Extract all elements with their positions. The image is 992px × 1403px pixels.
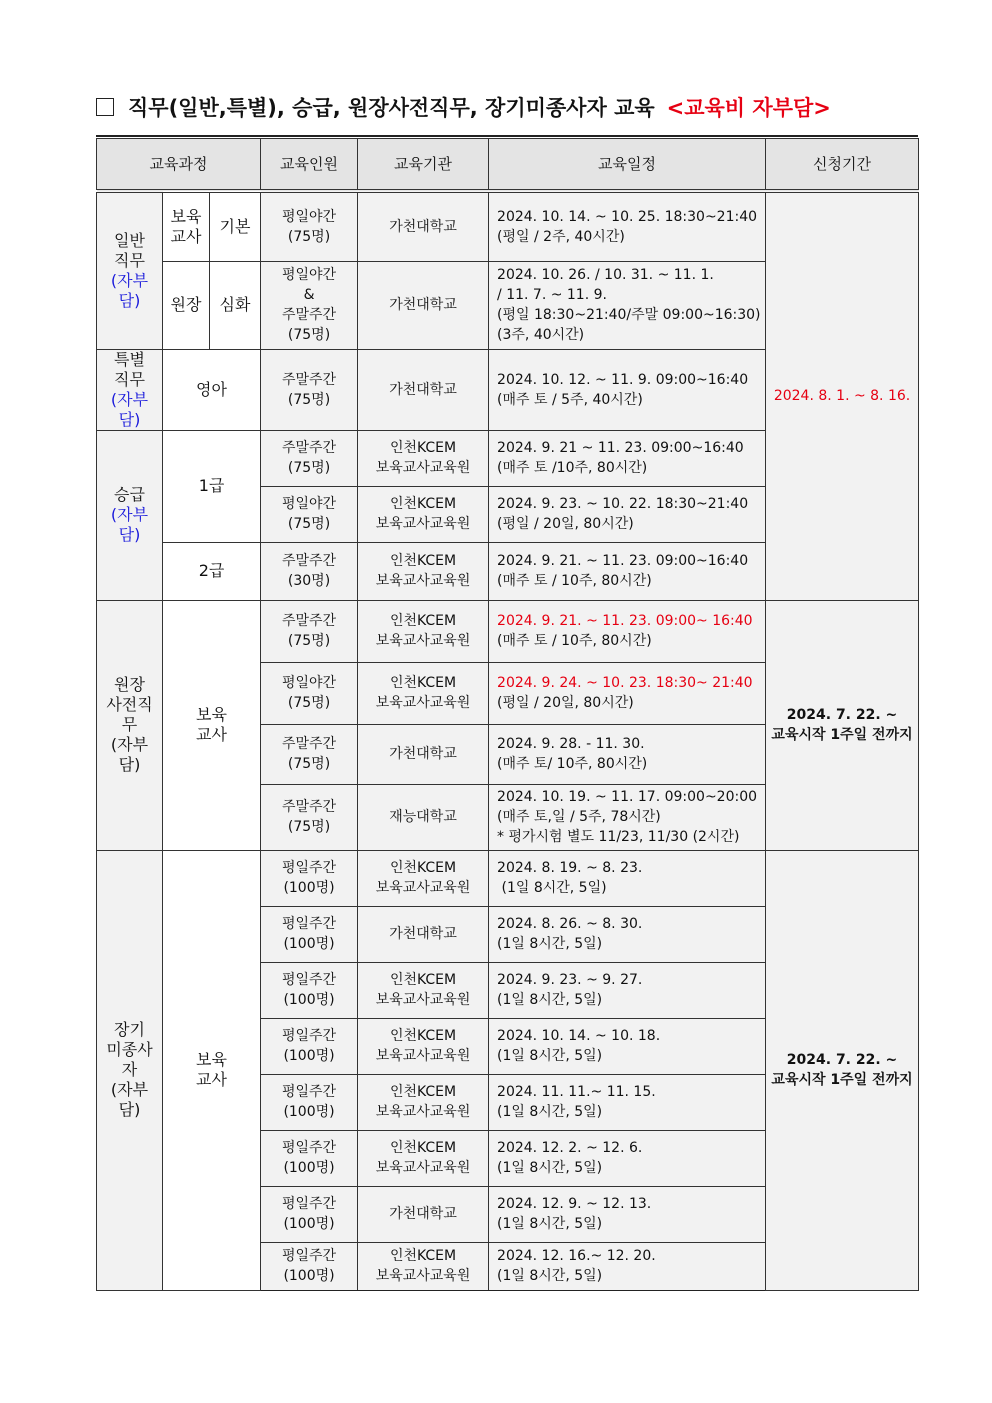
schedule-cell: 2024. 9. 28. - 11. 30. (매주 토/ 10주, 80시간) [489, 724, 766, 784]
schedule-cell: 2024. 8. 26. ~ 8. 30. (1일 8시간, 5일) [489, 906, 766, 962]
page-title [96, 86, 918, 128]
category-longterm: 장기 미종사자 (자부담) [97, 850, 163, 1290]
institution-cell: 인천KCEM 보육교사교육원 [358, 962, 489, 1018]
schedule-cell: 2024. 11. 11.~ 11. 15. (1일 8시간, 5일) [489, 1074, 766, 1130]
schedule-cell: 2024. 12. 9. ~ 12. 13. (1일 8시간, 5일) [489, 1186, 766, 1242]
subcategory-director: 원장 [163, 261, 210, 349]
institution-cell: 인천KCEM 보육교사교육원 [358, 600, 489, 662]
category-promotion: 승급 (자부담) [97, 430, 163, 600]
people-cell: 평일주간 (100명) [261, 906, 358, 962]
schedule-cell: 2024. 9. 23. ~ 9. 27. (1일 8시간, 5일) [489, 962, 766, 1018]
institution-cell: 인천KCEM 보육교사교육원 [358, 662, 489, 724]
header-institution: 교육기관 [358, 139, 489, 192]
header-people: 교육인원 [261, 139, 358, 192]
people-cell: 평일주간 (100명) [261, 962, 358, 1018]
institution-cell: 인천KCEM 보육교사교육원 [358, 430, 489, 486]
people-cell: 주말주간 (75명) [261, 430, 358, 486]
people-cell: 평일주간 (100명) [261, 1018, 358, 1074]
people-cell: 주말주간 (75명) [261, 724, 358, 784]
header-course: 교육과정 [97, 139, 261, 192]
institution-cell: 재능대학교 [358, 784, 489, 850]
grade-1: 1급 [163, 430, 261, 542]
schedule-cell: 2024. 9. 21 ~ 11. 23. 09:00~16:40 (매주 토 /10주, 80시간) [489, 430, 766, 486]
institution-cell: 인천KCEM 보육교사교육원 [358, 486, 489, 542]
institution-cell: 인천KCEM 보육교사교육원 [358, 542, 489, 600]
schedule-cell: 2024. 10. 14. ~ 10. 25. 18:30~21:40 (평일 / 2주, 40시간) [489, 191, 766, 261]
institution-cell: 인천KCEM 보육교사교육원 [358, 1074, 489, 1130]
table-row [97, 600, 919, 662]
schedule-cell: 2024. 9. 23. ~ 10. 22. 18:30~21:40 (평일 / 20일, 80시간) [489, 486, 766, 542]
people-cell: 주말주간 (75명) [261, 349, 358, 430]
category-director-pre: 원장 사전직무 (자부담) [97, 600, 163, 850]
people-cell: 평일주간 (100명) [261, 850, 358, 906]
header-row [97, 139, 919, 192]
people-cell: 평일주간 (100명) [261, 1186, 358, 1242]
institution-cell: 인천KCEM 보육교사교육원 [358, 1018, 489, 1074]
application-period-1: 2024. 8. 1. ~ 8. 16. [766, 191, 919, 600]
people-cell: 주말주간 (75명) [261, 784, 358, 850]
table-row [97, 191, 919, 261]
schedule-cell: 2024. 8. 19. ~ 8. 23. (1일 8시간, 5일) [489, 850, 766, 906]
people-cell: 평일야간 & 주말주간 (75명) [261, 261, 358, 349]
schedule-cell: 2024. 9. 24. ~ 10. 23. 18:30~ 21:40 (평일 / 20일, 80시간) [489, 662, 766, 724]
people-cell: 주말주간 (75명) [261, 600, 358, 662]
schedule-cell: 2024. 9. 21. ~ 11. 23. 09:00~16:40 (매주 토 / 10주, 80시간) [489, 542, 766, 600]
institution-cell: 인천KCEM 보육교사교육원 [358, 1130, 489, 1186]
title-rule [96, 135, 918, 137]
institution-cell: 가천대학교 [358, 191, 489, 261]
people-cell: 평일야간 (75명) [261, 191, 358, 261]
level-basic: 기본 [210, 191, 261, 261]
subcategory-teacher: 보육 교사 [163, 850, 261, 1290]
institution-cell: 가천대학교 [358, 261, 489, 349]
schedule-cell: 2024. 10. 14. ~ 10. 18. (1일 8시간, 5일) [489, 1018, 766, 1074]
category-special: 특별 직무 (자부담) [97, 349, 163, 430]
title-main: 직무(일반,특별), 승급, 원장사전직무, 장기미종사자 교육 [128, 96, 655, 120]
subcategory-teacher: 보육 교사 [163, 600, 261, 850]
grade-2: 2급 [163, 542, 261, 600]
institution-cell: 가천대학교 [358, 1186, 489, 1242]
institution-cell: 가천대학교 [358, 906, 489, 962]
schedule-cell: 2024. 12. 2. ~ 12. 6. (1일 8시간, 5일) [489, 1130, 766, 1186]
title-cost-tag: <교육비 자부담> [666, 96, 831, 120]
schedule-cell: 2024. 10. 19. ~ 11. 17. 09:00~20:00 (매주 토,일 / 5주, 78시간) * 평가시험 별도 11/23, 11/30 (2시간) [489, 784, 766, 850]
schedule-cell: 2024. 10. 12. ~ 11. 9. 09:00~16:40 (매주 토 / 5주, 40시간) [489, 349, 766, 430]
checkbox-square-icon [96, 98, 114, 116]
people-cell: 평일주간 (100명) [261, 1074, 358, 1130]
institution-cell: 인천KCEM 보육교사교육원 [358, 850, 489, 906]
schedule-cell: 2024. 9. 21. ~ 11. 23. 09:00~ 16:40 (매주 토 / 10주, 80시간) [489, 600, 766, 662]
category-general: 일반 직무 (자부담) [97, 191, 163, 349]
schedule-cell: 2024. 12. 16.~ 12. 20. (1일 8시간, 5일) [489, 1242, 766, 1290]
table-row [97, 850, 919, 906]
people-cell: 평일주간 (100명) [261, 1242, 358, 1290]
schedule-cell: 2024. 10. 26. / 10. 31. ~ 11. 1. / 11. 7. ~ 11. 9. (평일 18:30~21:40/주말 09:00~16:30) (3주, 40시간) [489, 261, 766, 349]
people-cell: 평일주간 (100명) [261, 1130, 358, 1186]
people-cell: 평일야간 (75명) [261, 662, 358, 724]
subcategory-teacher: 보육 교사 [163, 191, 210, 261]
application-period-2: 2024. 7. 22. ~ 교육시작 1주일 전까지 [766, 600, 919, 850]
level-advanced: 심화 [210, 261, 261, 349]
people-cell: 주말주간 (30명) [261, 542, 358, 600]
institution-cell: 인천KCEM 보육교사교육원 [358, 1242, 489, 1290]
subcategory-infant: 영아 [163, 349, 261, 430]
header-schedule: 교육일정 [489, 139, 766, 192]
institution-cell: 가천대학교 [358, 724, 489, 784]
institution-cell: 가천대학교 [358, 349, 489, 430]
header-application-period: 신청기간 [766, 139, 919, 192]
application-period-3: 2024. 7. 22. ~ 교육시작 1주일 전까지 [766, 850, 919, 1290]
people-cell: 평일야간 (75명) [261, 486, 358, 542]
education-schedule-table [96, 138, 919, 1291]
